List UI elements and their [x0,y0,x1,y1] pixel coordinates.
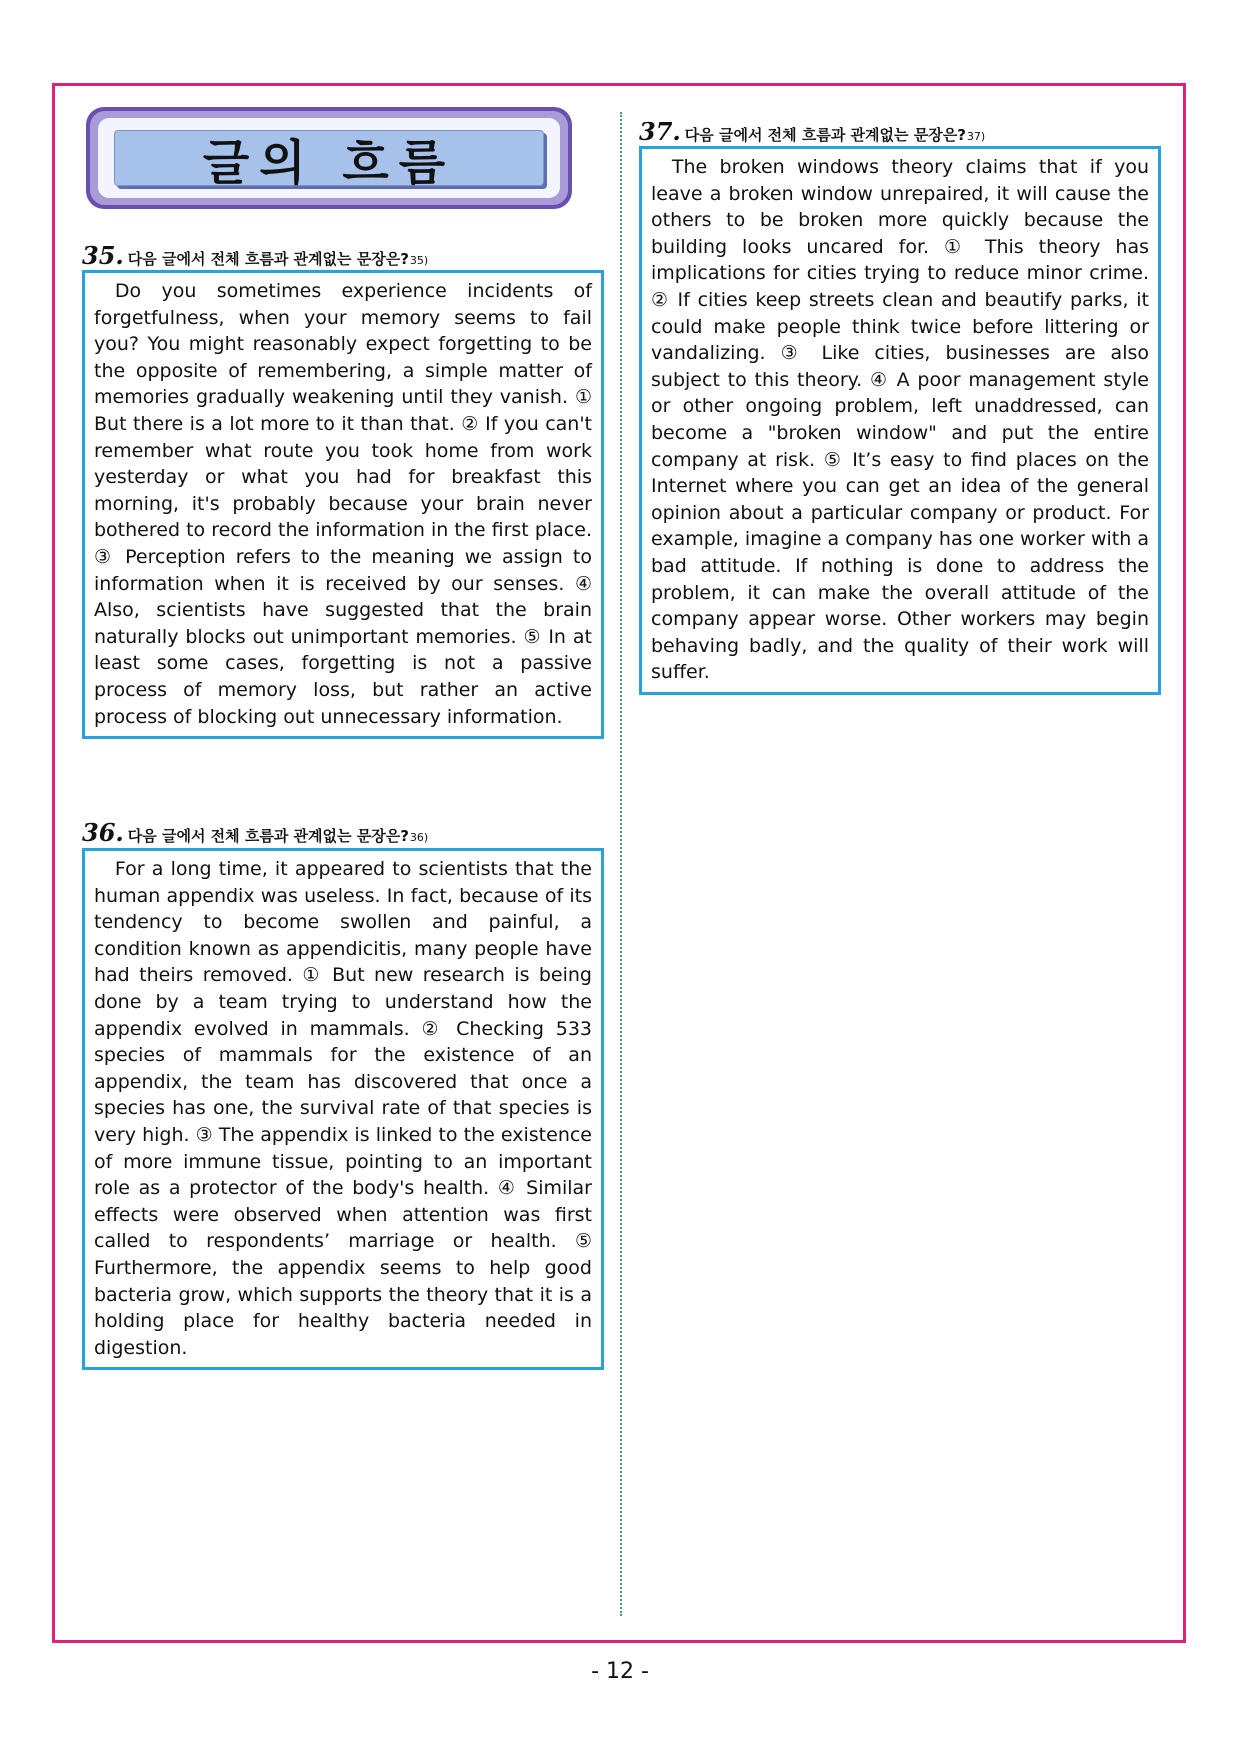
question-number: 37. [639,117,681,146]
question-35-heading [82,241,428,270]
question-36-passage [82,848,604,1370]
footnote-ref: 35) [409,254,429,267]
question-35-passage [82,270,604,739]
question-36-heading [82,818,428,847]
page-number: - 12 - [591,1659,649,1684]
footnote-ref: 36) [409,831,429,844]
question-prompt: 다음 글에서 전체 흐름과 관계없는 문장은? [127,827,409,845]
column-divider [620,112,622,1616]
passage-text: Do you sometimes experience incidents of forgetfulness, when your memory seems to fail you? You might reasonably expect forgetting to be the opposite of remembering, a simple matter of memories gradually weakening until they vanish. ① But there is a lot more to it than that. ② If you can't remember what route you took home from work yesterday or what you had for breakfast this morning, it's probably because your brain never bothered to record the information in the first place. ③ Perception refers to the meaning we assign to information when it is received by our senses. ④ Also, scientists have suggested that the brain naturally blocks out unimportant memories. ⑤ In at least some cases, forgetting is not a passive process of memory loss, but rather an active process of blocking out unnecessary information. [94,280,592,728]
question-37-heading [639,117,985,146]
section-title-badge [86,107,572,209]
passage-text: The broken windows theory claims that if you leave a broken window unrepaired, it will cause the others to be broken more quickly because the building looks uncared for. ① This theory has implications for cities trying to reduce minor crime. ② If cities keep streets clean and beautify parks, it could make people think twice before littering or vandalizing. ③ Like cities, businesses are also subject to this theory. ④ A poor management style or other ongoing problem, left unaddressed, can become a "broken window" and put the entire company at risk. ⑤ It’s easy to find places on the Internet where you can get an idea of the general opinion about a particular company or product. For example, imagine a company has one worker with a bad attitude. If nothing is done to address the problem, it can make the overall attitude of the company appear worse. Other workers may begin behaving badly, and the quality of their work will suffer. [651,156,1149,684]
question-prompt: 다음 글에서 전체 흐름과 관계없는 문장은? [127,250,409,268]
passage-text: For a long time, it appeared to scientists that the human appendix was useless. In fact, because of its tendency to become swollen and painful, a condition known as appendicitis, many people have had theirs removed. ① But new research is being done by a team trying to understand how the appendix evolved in mammals. ② Checking 533 species of mammals for the existence of an appendix, the team has discovered that once a species has one, the survival rate of that species is very high. ③ The appendix is linked to the existence of more immune tissue, pointing to an important role as a protector of the body's health. ④ Similar effects were observed when attention was first called to respondents’ marriage or health. ⑤ Furthermore, the appendix seems to help good bacteria grow, which supports the theory that it is a holding place for healthy bacteria needed in digestion. [94,858,592,1359]
question-number: 35. [82,241,124,270]
question-37-passage [639,146,1161,695]
question-prompt: 다음 글에서 전체 흐름과 관계없는 문장은? [684,126,966,144]
question-number: 36. [82,818,124,847]
section-title: 글의 흐름 [202,134,456,191]
footnote-ref: 37) [966,130,986,143]
